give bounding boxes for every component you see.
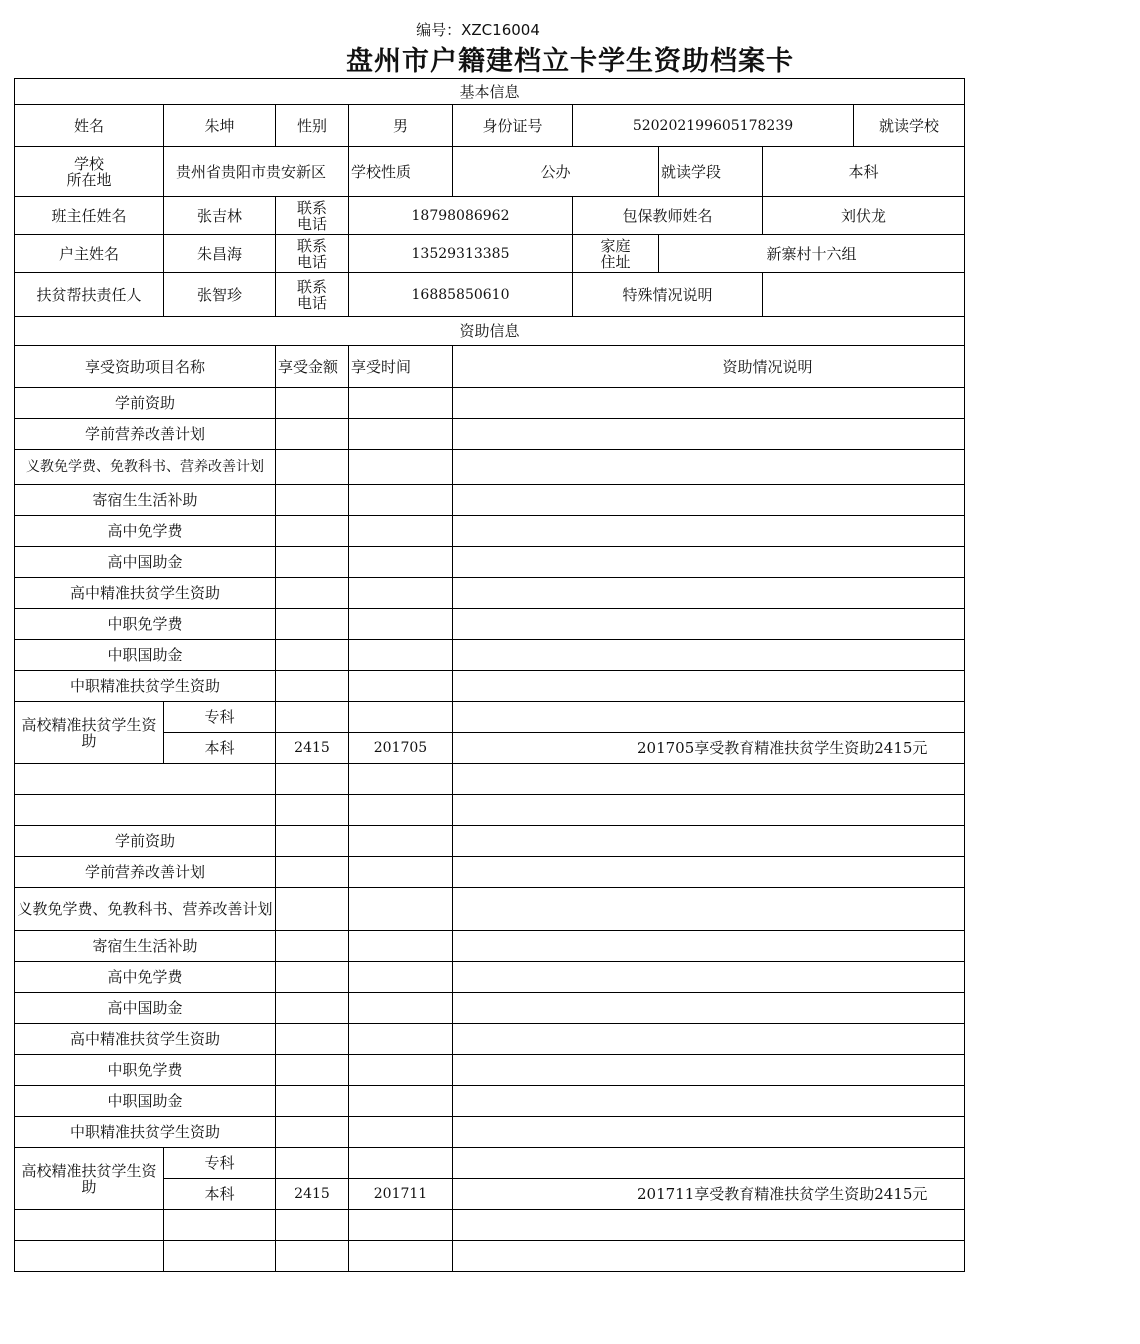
table-row (15, 702, 965, 733)
item-label: 寄宿生生活补助 (15, 931, 276, 962)
gender-label: 性别 (276, 105, 349, 147)
archive-table (14, 78, 965, 1272)
householder-phone-label: 联系 电话 (276, 235, 349, 273)
head-teacher-value: 张吉林 (164, 197, 276, 235)
name-value: 朱坤 (164, 105, 276, 147)
funding-info-header: 资助信息 (15, 317, 965, 346)
item-label: 学前营养改善计划 (15, 419, 276, 450)
table-row (15, 1117, 965, 1148)
item-label: 高中精准扶贫学生资助 (15, 578, 276, 609)
table-row (15, 931, 965, 962)
school-location-value: 贵州省贵阳市贵安新区 (164, 147, 349, 197)
table-row (15, 826, 965, 857)
table-row (15, 671, 965, 702)
item-label: 中职精准扶贫学生资助 (15, 1117, 276, 1148)
table-row (15, 795, 965, 826)
table-row (15, 609, 965, 640)
table-row (15, 888, 965, 931)
id-label: 身份证号 (453, 105, 573, 147)
col-project-header: 享受资助项目名称 (15, 346, 276, 388)
college-aid-label: 高校精准扶贫学生资助 (15, 702, 164, 764)
college-aid-label: 高校精准扶贫学生资助 (15, 1148, 164, 1210)
archive-card-sheet (14, 78, 940, 1272)
mentor-value: 刘伏龙 (763, 197, 965, 235)
item-label: 中职国助金 (15, 1086, 276, 1117)
benke-time: 201711 (349, 1179, 453, 1210)
item-label: 寄宿生生活补助 (15, 485, 276, 516)
item-label: 义教免学费、免教科书、营养改善计划 (15, 888, 276, 931)
col-amount-header: 享受金额 (276, 346, 349, 388)
table-row (15, 516, 965, 547)
zhuanke-label: 专科 (164, 1148, 276, 1179)
special-label: 特殊情况说明 (573, 273, 763, 317)
special-value (763, 273, 965, 317)
aid-phone-label: 联系 电话 (276, 273, 349, 317)
teacher-phone-label: 联系 电话 (276, 197, 349, 235)
mentor-label: 包保教师姓名 (573, 197, 763, 235)
benke-label: 本科 (164, 1179, 276, 1210)
table-row (15, 1148, 965, 1179)
col-time-header: 享受时间 (349, 346, 453, 388)
item-label: 高中国助金 (15, 993, 276, 1024)
item-label: 中职免学费 (15, 1055, 276, 1086)
benke-amount: 2415 (276, 1179, 349, 1210)
benke-time: 201705 (349, 733, 453, 764)
table-row (15, 993, 965, 1024)
item-label: 高中精准扶贫学生资助 (15, 1024, 276, 1055)
householder-phone-value: 13529313385 (349, 235, 573, 273)
teacher-phone-value: 18798086962 (349, 197, 573, 235)
benke-description: 201711享受教育精准扶贫学生资助2415元 (453, 1179, 965, 1210)
table-row (15, 485, 965, 516)
benke-amount: 2415 (276, 733, 349, 764)
aid-phone-value: 16885850610 (349, 273, 573, 317)
item-label: 学前营养改善计划 (15, 857, 276, 888)
stage-value: 本科 (763, 147, 965, 197)
table-row (15, 1024, 965, 1055)
head-teacher-label: 班主任姓名 (15, 197, 164, 235)
householder-label: 户主姓名 (15, 235, 164, 273)
table-row (15, 640, 965, 671)
address-label: 家庭 住址 (573, 235, 659, 273)
table-row (15, 547, 965, 578)
householder-value: 朱昌海 (164, 235, 276, 273)
table-row (15, 578, 965, 609)
basic-info-header: 基本信息 (15, 79, 965, 105)
item-label: 高中国助金 (15, 547, 276, 578)
zhuanke-label: 专科 (164, 702, 276, 733)
school-type-label: 学校性质 (349, 147, 453, 197)
page-title: 盘州市户籍建档立卡学生资助档案卡 (346, 46, 794, 77)
table-row (15, 388, 965, 419)
item-label: 义教免学费、免教科书、营养改善计划 (15, 450, 276, 485)
benke-description: 201705享受教育精准扶贫学生资助2415元 (453, 733, 965, 764)
table-row (15, 450, 965, 485)
aid-person-value: 张智珍 (164, 273, 276, 317)
school-type-value: 公办 (453, 147, 659, 197)
school-label: 就读学校 (854, 105, 965, 147)
table-row (15, 764, 965, 795)
item-label: 学前资助 (15, 388, 276, 419)
item-label: 高中免学费 (15, 516, 276, 547)
item-label: 学前资助 (15, 826, 276, 857)
item-label: 中职精准扶贫学生资助 (15, 671, 276, 702)
name-label: 姓名 (15, 105, 164, 147)
item-label: 高中免学费 (15, 962, 276, 993)
benke-label: 本科 (164, 733, 276, 764)
table-row (15, 962, 965, 993)
col-desc-header: 资助情况说明 (453, 346, 965, 388)
gender-value: 男 (349, 105, 453, 147)
table-row (15, 1055, 965, 1086)
stage-label: 就读学段 (659, 147, 763, 197)
table-row (15, 857, 965, 888)
aid-person-label: 扶贫帮扶责任人 (15, 273, 164, 317)
id-value: 520202199605178239 (573, 105, 854, 147)
school-location-label: 学校 所在地 (15, 147, 164, 197)
item-label: 中职免学费 (15, 609, 276, 640)
item-label: 中职国助金 (15, 640, 276, 671)
table-row (15, 1086, 965, 1117)
table-row (15, 1210, 965, 1241)
archive-number: 编号：XZC16004 (416, 21, 540, 39)
address-value: 新寨村十六组 (659, 235, 965, 273)
table-row (15, 419, 965, 450)
table-row (15, 1241, 965, 1272)
